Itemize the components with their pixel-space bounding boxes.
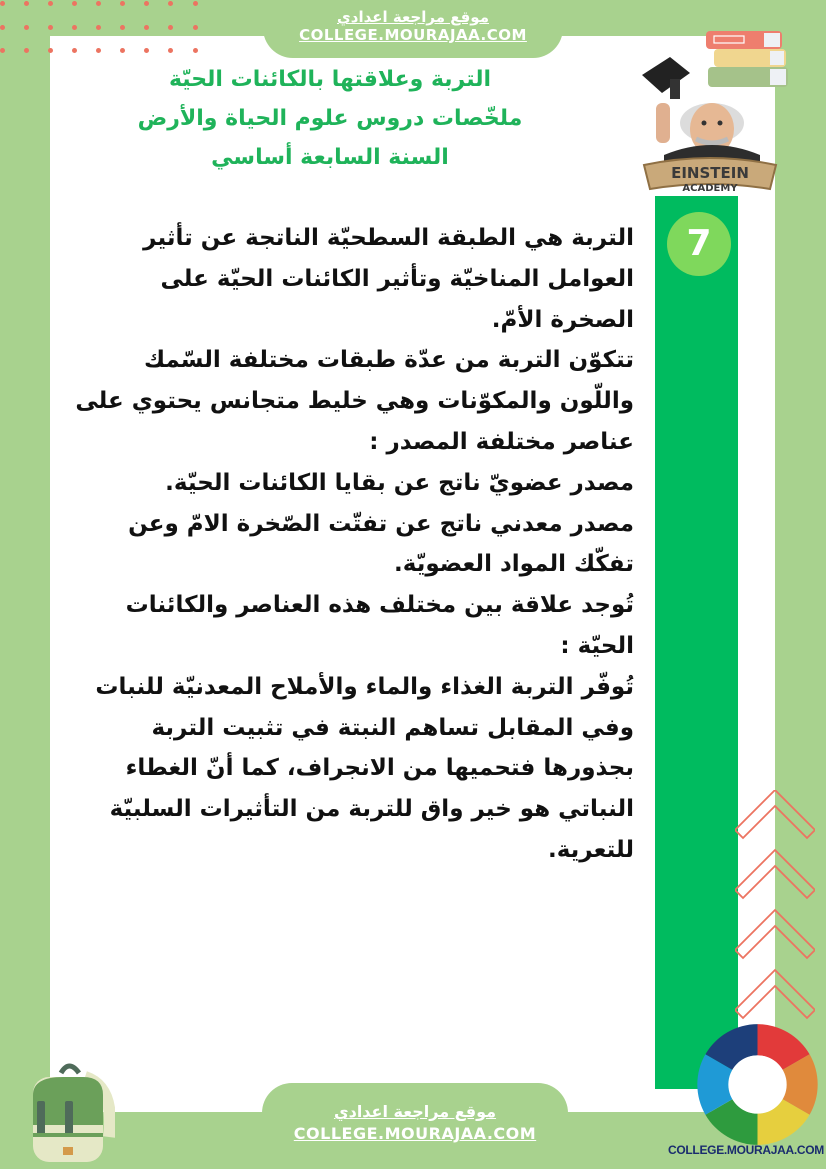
paragraph-definition: التربة هي الطبقة السطحيّة الناتجة عن تأثير العوامل المناخيّة وتأثير الكائنات الحيّة على الصخرة الأمّ. <box>143 225 634 333</box>
subjects-wheel-logo-icon <box>695 1022 820 1147</box>
paragraph-relationship: تُوجد علاقة بين مختلف هذه العناصر والكائنات الحيّة : <box>125 592 634 659</box>
lesson-title: التربة وعلاقتها بالكائنات الحيّة <box>168 67 492 92</box>
einstein-mascot-icon <box>640 15 780 195</box>
header-site-tab[interactable] <box>263 0 563 58</box>
wheel-logo-caption: COLLEGE.MOURAJAA.COM <box>668 1143 825 1157</box>
paragraph-composition: تتكوّن التربة من عدّة طبقات مختلفة السّمك واللّون والمكوّنات وهي خليط متجانس يحتوي على عناصر مختلفة المصدر : <box>75 347 634 455</box>
svg-text:EINSTEIN: EINSTEIN <box>671 164 749 182</box>
lesson-body <box>72 218 634 871</box>
paragraph-mineral-source: مصدر معدني ناتج عن تفتّت الصّخرة الامّ وعن تفكّك المواد العضويّة. <box>128 510 634 578</box>
footer-site-name-ar[interactable]: موقع مراجعة اعدادي <box>333 1102 497 1121</box>
decorative-dots <box>0 0 200 55</box>
footer-site-url-link[interactable]: COLLEGE.MOURAJAA.COM <box>293 1124 537 1143</box>
backpack-illustration-icon <box>15 1055 115 1165</box>
subject-subtitle: ملخّصات دروس علوم الحياة والأرض <box>137 106 523 131</box>
grade-level: السنة السابعة أساسي <box>211 145 449 170</box>
lesson-number-badge: 7 <box>667 212 731 276</box>
svg-text:ACADEMY: ACADEMY <box>682 183 738 194</box>
page-title-block <box>100 60 560 177</box>
site-url-link[interactable]: COLLEGE.MOURAJAA.COM <box>299 26 527 44</box>
paragraph-plant-soil: تُوفّر التربة الغذاء والماء والأملاح المعدنيّة للنبات وفي المقابل تساهم النبتة في تثبيت التربة بجذورها فتحميها من الانجراف، كما أنّ الغطاء النباتي هو خير واق للتربة من التأثيرات السلبيّة للتعرية. <box>95 673 634 863</box>
site-name-ar[interactable]: موقع مراجعة اعدادي <box>337 8 489 26</box>
lesson-number-strip <box>655 196 738 1089</box>
chevron-up-decoration-icon <box>735 790 815 1040</box>
footer-site-tab[interactable] <box>262 1083 568 1169</box>
paragraph-organic-source: مصدر عضويّ ناتج عن بقايا الكائنات الحيّة. <box>165 469 634 496</box>
